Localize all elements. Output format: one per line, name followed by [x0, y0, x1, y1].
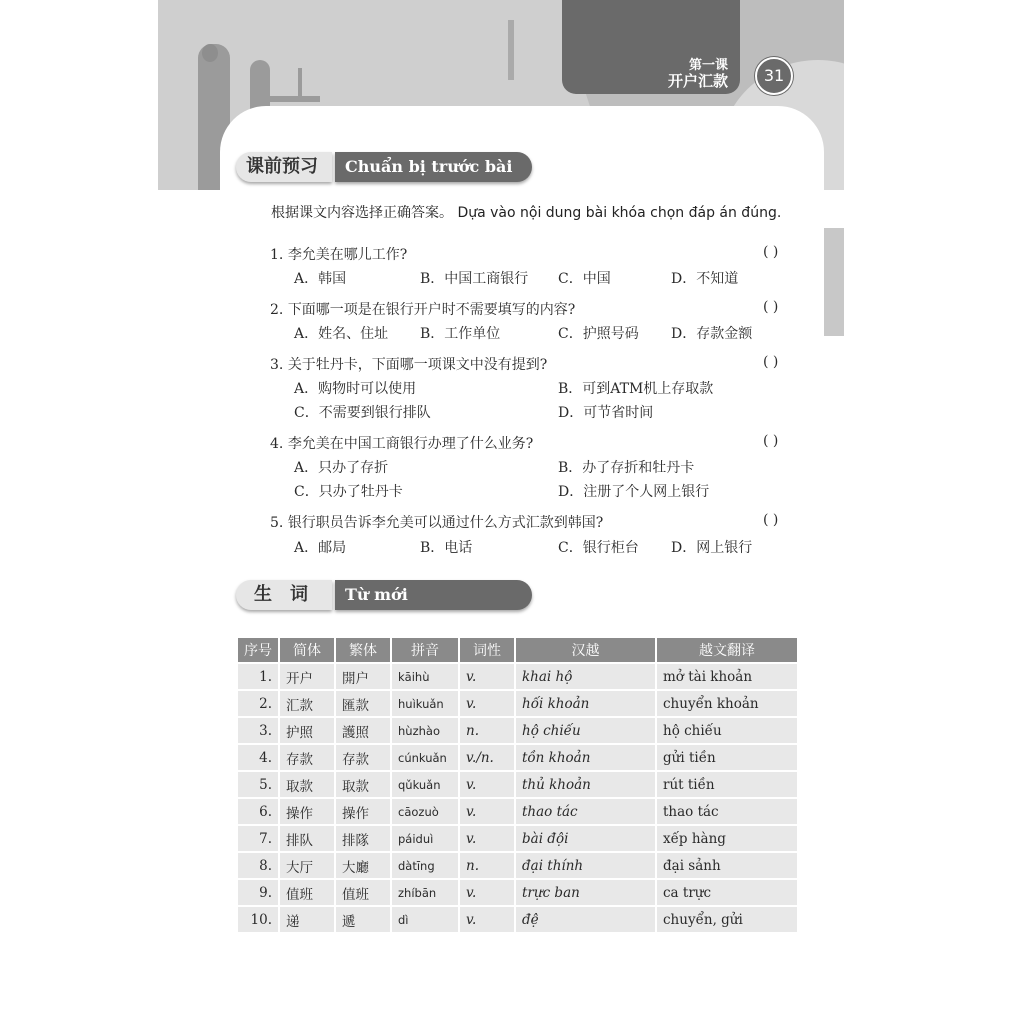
column-header: 繁体	[336, 638, 390, 662]
instruction-text: 根据课文内容选择正确答案。 Dựa vào nội dung bài khóa chọn đáp án đúng.	[271, 205, 782, 221]
table-row	[238, 745, 797, 770]
column-header: 拼音	[392, 638, 458, 662]
cell-translation: ca trực	[657, 880, 797, 905]
question-5	[270, 512, 603, 532]
section-title-vn: Chuẩn bị trước bài khóa	[335, 152, 532, 182]
cell-index: 10.	[238, 907, 278, 932]
page-number-badge: 31	[755, 57, 793, 95]
cell-pos: v.	[460, 880, 514, 905]
option: B．可到ATM机上存取款	[558, 381, 714, 397]
silhouette-woman	[250, 60, 270, 110]
cell-pos: v.	[460, 826, 514, 851]
vocabulary-table	[236, 636, 799, 934]
cell-pinyin: páiduì	[392, 826, 458, 851]
lesson-label-box	[562, 0, 740, 94]
option: C．只办了牡丹卡	[294, 484, 403, 500]
column-header: 简体	[280, 638, 334, 662]
column-header: 序号	[238, 638, 278, 662]
cell-index: 5.	[238, 772, 278, 797]
table-row	[238, 907, 797, 932]
table-row	[238, 799, 797, 824]
cell-translation: đại sảnh	[657, 853, 797, 878]
section-banner-vocab	[236, 580, 532, 610]
cell-pinyin: cúnkuǎn	[392, 745, 458, 770]
option: A．购物时可以使用	[294, 381, 417, 397]
cell-simplified: 操作	[280, 799, 334, 824]
option: A．邮局	[294, 540, 347, 556]
monitor	[298, 68, 302, 96]
answer-blank: ( )	[763, 299, 779, 315]
table-row	[238, 691, 797, 716]
table-header-row	[238, 638, 797, 662]
cell-pos: v./n.	[460, 745, 514, 770]
question-3	[270, 354, 547, 374]
cell-index: 7.	[238, 826, 278, 851]
table-row	[238, 664, 797, 689]
table-row	[238, 772, 797, 797]
option: A．姓名、住址	[294, 326, 389, 342]
option: D．可节省时间	[558, 405, 654, 421]
cell-pinyin: dàtīng	[392, 853, 458, 878]
table-row	[238, 853, 797, 878]
cell-traditional: 排隊	[336, 826, 390, 851]
cell-sino-viet: bài đội	[516, 826, 655, 851]
cell-sino-viet: tồn khoản	[516, 745, 655, 770]
question-text: 银行职员告诉李允美可以通过什么方式汇款到韩国?	[287, 515, 604, 531]
option: C．护照号码	[558, 326, 639, 342]
cell-index: 1.	[238, 664, 278, 689]
cell-sino-viet: hối khoản	[516, 691, 655, 716]
section-title-vn: Từ mới	[335, 580, 532, 610]
desk	[270, 96, 320, 102]
option: D．存款金额	[671, 326, 753, 342]
cell-index: 3.	[238, 718, 278, 743]
question-4	[270, 433, 533, 453]
cell-translation: thao tác	[657, 799, 797, 824]
option: B．中国工商银行	[420, 271, 529, 287]
column-header: 词性	[460, 638, 514, 662]
table-row	[238, 880, 797, 905]
answer-blank: ( )	[763, 244, 779, 260]
cell-pos: v.	[460, 691, 514, 716]
cell-traditional: 護照	[336, 718, 390, 743]
cell-pinyin: cāozuò	[392, 799, 458, 824]
cell-index: 6.	[238, 799, 278, 824]
section-title-cn: 课前预习	[236, 152, 332, 182]
cell-traditional: 開户	[336, 664, 390, 689]
cell-sino-viet: thủ khoản	[516, 772, 655, 797]
cell-translation: hộ chiếu	[657, 718, 797, 743]
question-text: 李允美在中国工商银行办理了什么业务?	[287, 436, 534, 452]
option: B．办了存折和牡丹卡	[558, 460, 695, 476]
cell-index: 8.	[238, 853, 278, 878]
option: A．韩国	[294, 271, 347, 287]
page-edge-tab	[824, 228, 844, 336]
question-number: 1.	[270, 247, 284, 263]
option: C．不需要到银行排队	[294, 405, 431, 421]
cell-sino-viet: khai hộ	[516, 664, 655, 689]
question-2	[270, 299, 575, 319]
answer-blank: ( )	[763, 354, 779, 370]
option: B．电话	[420, 540, 473, 556]
cell-traditional: 取款	[336, 772, 390, 797]
cell-sino-viet: đại thính	[516, 853, 655, 878]
answer-blank: ( )	[763, 433, 779, 449]
cell-sino-viet: hộ chiếu	[516, 718, 655, 743]
column-header: 越文翻译	[657, 638, 797, 662]
lesson-title: 开户汇款	[667, 72, 728, 90]
cell-pos: v.	[460, 664, 514, 689]
cell-pos: v.	[460, 907, 514, 932]
cell-index: 2.	[238, 691, 278, 716]
cell-simplified: 取款	[280, 772, 334, 797]
cell-simplified: 大厅	[280, 853, 334, 878]
cell-simplified: 值班	[280, 880, 334, 905]
cell-sino-viet: thao tác	[516, 799, 655, 824]
option: C．银行柜台	[558, 540, 639, 556]
question-text: 下面哪一项是在银行开户时不需要填写的内容?	[287, 302, 576, 318]
cell-traditional: 操作	[336, 799, 390, 824]
cell-traditional: 匯款	[336, 691, 390, 716]
cell-pinyin: kāihù	[392, 664, 458, 689]
cell-pos: n.	[460, 718, 514, 743]
cell-pinyin: huìkuǎn	[392, 691, 458, 716]
cell-simplified: 排队	[280, 826, 334, 851]
cell-traditional: 遞	[336, 907, 390, 932]
table-row	[238, 826, 797, 851]
cell-simplified: 递	[280, 907, 334, 932]
monitor-right	[508, 20, 514, 80]
cell-pos: v.	[460, 772, 514, 797]
question-number: 5.	[270, 515, 284, 531]
option: B．工作单位	[420, 326, 501, 342]
cell-simplified: 开户	[280, 664, 334, 689]
cell-traditional: 大廳	[336, 853, 390, 878]
cell-sino-viet: đệ	[516, 907, 655, 932]
option: D．不知道	[671, 271, 739, 287]
question-1	[270, 244, 407, 264]
cell-pinyin: qǔkuǎn	[392, 772, 458, 797]
cell-traditional: 值班	[336, 880, 390, 905]
answer-blank: ( )	[763, 512, 779, 528]
option: D．注册了个人网上银行	[558, 484, 710, 500]
cell-simplified: 存款	[280, 745, 334, 770]
cell-index: 4.	[238, 745, 278, 770]
section-title-cn: 生 词	[236, 580, 332, 610]
cell-index: 9.	[238, 880, 278, 905]
cell-simplified: 护照	[280, 718, 334, 743]
column-header: 汉越	[516, 638, 655, 662]
question-number: 3.	[270, 357, 284, 373]
cell-translation: rút tiền	[657, 772, 797, 797]
cell-pos: n.	[460, 853, 514, 878]
cell-translation: chuyển khoản	[657, 691, 797, 716]
silhouette-head	[202, 44, 218, 62]
option: D．网上银行	[671, 540, 753, 556]
section-banner-preview	[236, 152, 532, 206]
option: C．中国	[558, 271, 611, 287]
cell-sino-viet: trực ban	[516, 880, 655, 905]
question-number: 4.	[270, 436, 284, 452]
question-text: 关于牡丹卡，下面哪一项课文中没有提到?	[287, 357, 548, 373]
cell-pinyin: dì	[392, 907, 458, 932]
question-text: 李允美在哪儿工作?	[287, 247, 408, 263]
cell-traditional: 存款	[336, 745, 390, 770]
cell-translation: xếp hàng	[657, 826, 797, 851]
cell-simplified: 汇款	[280, 691, 334, 716]
lesson-number: 第一课	[688, 58, 728, 73]
cell-pinyin: hùzhào	[392, 718, 458, 743]
cell-translation: chuyển, gửi	[657, 907, 797, 932]
cell-translation: mở tài khoản	[657, 664, 797, 689]
option: A．只办了存折	[294, 460, 389, 476]
table-row	[238, 718, 797, 743]
cell-translation: gửi tiền	[657, 745, 797, 770]
cell-pinyin: zhíbān	[392, 880, 458, 905]
question-number: 2.	[270, 302, 284, 318]
cell-pos: v.	[460, 799, 514, 824]
